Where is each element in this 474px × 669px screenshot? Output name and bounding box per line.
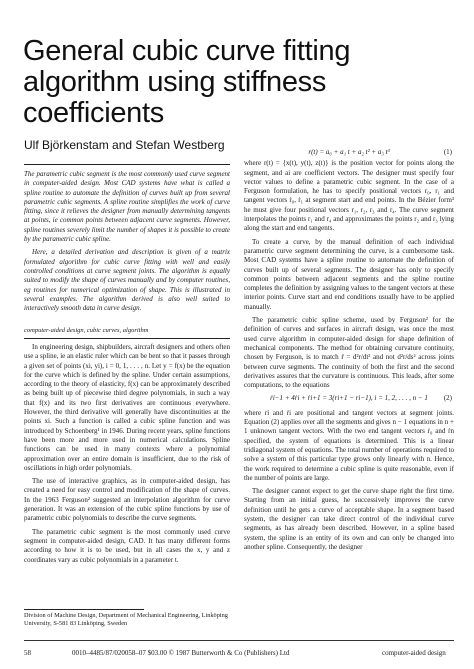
abstract-top-rule <box>24 164 230 165</box>
right-paragraph-3: The parametric cubic spline scheme, used by Ferguson² for the definition of curves and surfaces in aircraft design, was once the most used curve algorithm in computer-aided design for shape definition of mechanical components. The method for obtaining curvature continuity, chosen by Ferguson, is to match r̈ = d²r/dt² and not d²r/ds² across joints between curve segments. The continuity of both the first and the second derivatives assures that the curvature is continuous. This leads, after some computations, to the equations <box>244 316 454 390</box>
abstract <box>24 170 230 317</box>
right-column-body <box>244 148 454 556</box>
right-paragraph-1: where r(t) = {x(t), y(t), z(t)} is the position vector for points along the segment, and ai are coefficient vectors. The designer must specify four vector values to define a parametric cubic segment. In the case of a Ferguson formulation, he has to specify positional vectors r₀, r₁ and tangent vectors ṙ₀, ṙ₁ at segment start and end points. In the Bézier form³ he must give four positional vectors r₁, r₂, r₃ and r₄. The curve segment interpolates the points r₁ and r₄ and approximates the points r₂ and r₃ lying along the start and end tangents. <box>244 159 454 233</box>
abstract-paragraph-1: The parametric cubic segment is the most commonly used curve segment in computer-aided design. Most CAD systems have what is called a spline routine to automate the definition of curves built up from several parametric cubic segments. A spline routine simplifies the work of curve fitting, since it relieves the designer from manually determining tangents at points, ie common points between adjacent curve segments. However, spline routines severely limit the number of shapes it is possible to create by the parametric cubic spline. <box>24 170 230 244</box>
intro-paragraph-1: In engineering design, shipbuilders, aircraft designers and others often use a spline, ie an elastic ruler which can be bent so that it passes through a given set of points (xi, yi), i = 0, 1, . . . , n. Let y = f(x) be the equation for the curve which is defined by the spline. Under certain assumptions, according to the theory of elasticity, f(x) can be approximately described as being built up of piecewise third degree polynomials, in such a way that f(x) and its two first derivatives are continuous everywhere. However, the third derivative will generally have discontinuities at the points xi. Such a function is called a cubic spline function and was introduced by Schoenberg¹ in 1946. During recent years, spline functions have been more and more used in numerical calculations. Spline functions can be used in many contexts where a polynomial approximation over an entire domain is insufficient, due to the risk of oscillations in high order polynomials. <box>24 343 230 472</box>
intro-paragraph-2: The use of interactive graphics, as in computer-aided design, has created a need for easy control and modification of the shape of curves. In the 1963 Ferguson² suggested an interpolation algorithm for curve generation. It was an extension of the cubic spline functions by use of parametric cubic polynomials to describe the curve segments. <box>24 477 230 523</box>
paper-title <box>23 36 443 129</box>
right-paragraph-4: where ri and ṙi are positional and tangent vectors at segment joints. Equation (2) applies over all the segments and gives n − 1 equations in n + 1 unknown tangent vectors. With the two end tangent vectors ṙ₀ and ṙn specified, the system of equations is determined. This is a linear tridiagonal system of equations. The total number of operations required to solve a system of this particular type grows only linearly with n. Hence, the work required to determine a cubic spline is quite reasonable, even if the number of points are large. <box>244 408 455 482</box>
title-line-3: coefficients <box>23 97 164 129</box>
keywords: computer-aided design, cubic curves, algorithm <box>24 327 149 334</box>
abstract-paragraph-2: Here, a detailed derivation and description is given of a matrix formulated algorithm for cubic curve fitting with well and easily controlled conditions at curve segment joints. The algorithm is equally suited to modify the shape of curves manually and by computer routines, eg routines for numerical optimization of shape. This is illustrated in several examples. The algorithm derived is also well suited to interactively smooth data in curve design. <box>24 248 230 313</box>
abstract-bottom-rule <box>24 338 230 339</box>
right-paragraph-5: The designer cannot expect to get the curve shape right the first time. Starting from an initial guess, he successively improves the curve definition until he gets a curve of acceptable shape. In a segment based system, the designer can take direct control of the individual curve segments, as has already been described. However, in a spline based system, the spline is an entity of its own and can only be changed into another spline. Consequently, the designer <box>244 487 454 551</box>
equation-2-number: (2) <box>443 394 452 403</box>
equation-2-text: ṙi−1 + 4ṙi + ṙi+1 = 3(ri+1 − ri−1), i = 1, 2, . . . , n − 1 <box>270 394 428 403</box>
equation-1 <box>244 148 454 157</box>
left-column-body <box>24 343 230 569</box>
journal-name: computer-aided design <box>382 649 446 657</box>
title-line-2: algorithm using stiffness <box>23 66 327 98</box>
footer-rule <box>24 640 454 641</box>
right-paragraph-2: To create a curve, by the manual definition of each individual parametric curve segment determining the curve, is a cumbersome task. Most CAD systems have a spline routine to automate the definition of curves built up of several segments. The designer has only to specify common points between adjacent segments and the spline routine completes the definition by assigning values to the tangent vectors at these interior points. Curve start and end conditions usually have to be applied manually. <box>244 237 454 311</box>
title-line-1: General cubic curve fitting <box>23 35 351 67</box>
publisher-line: 0010–4485/87/020058–07 $03.00 © 1987 Butterworth & Co (Publishers) Ltd <box>72 649 290 657</box>
equation-1-number: (1) <box>443 148 452 156</box>
equation-2 <box>244 394 454 403</box>
page-number: 58 <box>24 649 31 657</box>
affiliation-rule <box>24 609 144 610</box>
intro-paragraph-3: The parametric cubic segment is the most commonly used curve segment in computer-aided design, CAD. It has many different forms according to how it is to be used, but in all cases the x, y and z coordinates vary as cubic polynomials in a parameter t. <box>24 527 230 564</box>
equation-1-text: r(t) = a₀ + a₁ t + a₂ t² + a₃ t³ <box>308 148 390 156</box>
affiliation: Division of Machine Design, Department of Mechanical Engineering, Linköping University, S-581 83 Linköping, Sweden <box>24 612 228 627</box>
authors: Ulf Björkenstam and Stefan Westberg <box>24 138 225 152</box>
